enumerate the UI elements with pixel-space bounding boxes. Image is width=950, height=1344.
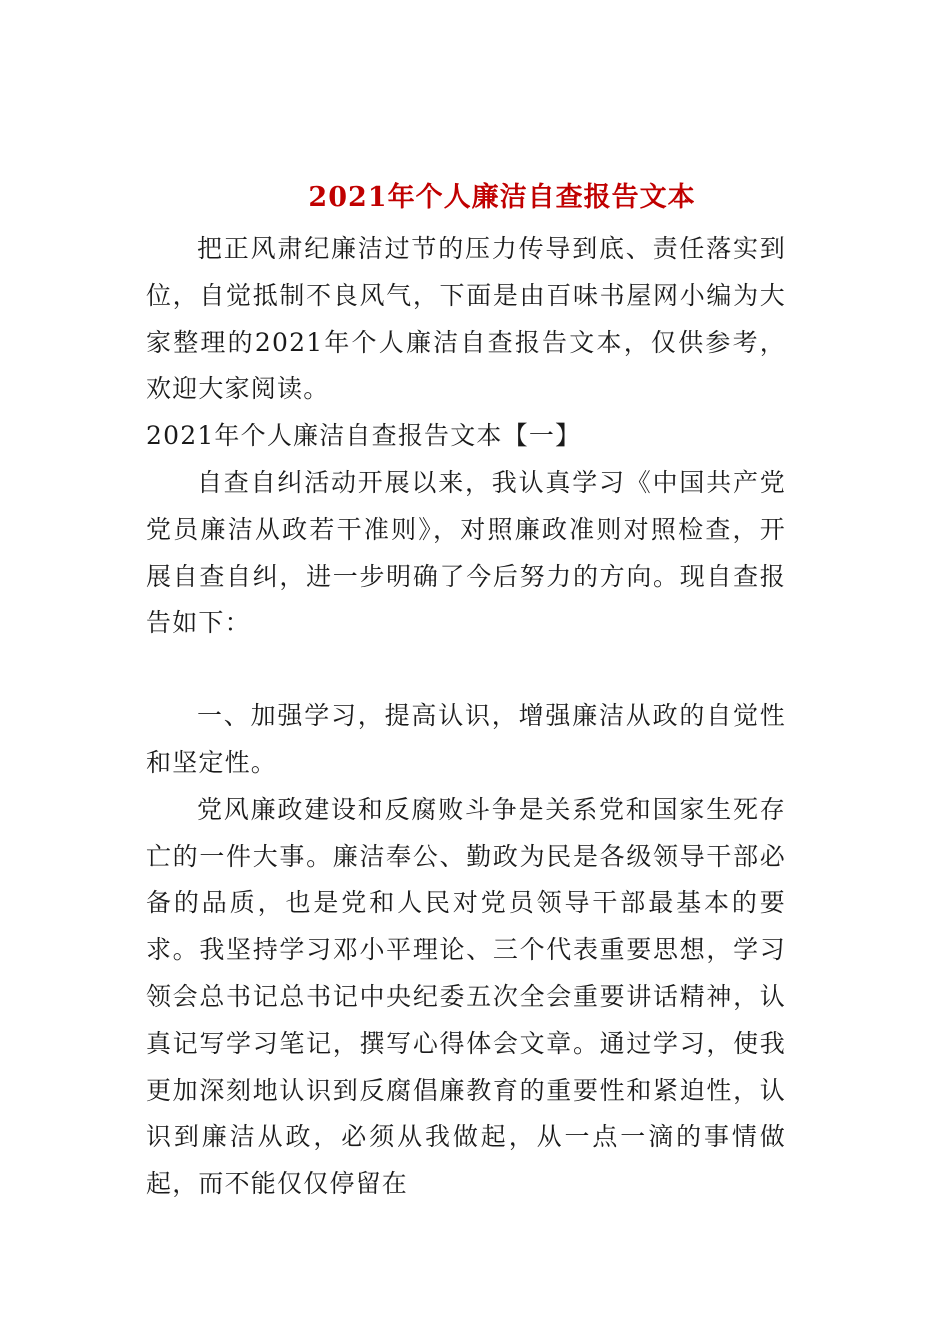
- intro-paragraph: 把正风肃纪廉洁过节的压力传导到底、责任落实到位，自觉抵制不良风气，下面是由百味书屋网小编为大家整理的2021年个人廉洁自查报告文本，仅供参考，欢迎大家阅读。: [146, 234, 786, 404]
- document-body: [146, 226, 786, 1208]
- section-heading: 2021年个人廉洁自查报告文本【一】: [146, 421, 582, 451]
- point-one-body-paragraph: 党风廉政建设和反腐败斗争是关系党和国家生死存亡的一件大事。廉洁奉公、勤政为民是各级领导干部必备的品质，也是党和人民对党员领导干部最基本的要求。我坚持学习邓小平理论、三个代表重要思想，学习领会总书记总书记中央纪委五次全会重要讲话精神，认真记写学习笔记，撰写心得体会文章。通过学习，使我更加深刻地认识到反腐倡廉教育的重要性和紧迫性，认识到廉洁从政，必须从我做起，从一点一滴的事情做起，而不能仅仅停留在: [146, 794, 786, 1199]
- point-one-heading: 一、加强学习，提高认识，增强廉洁从政的自觉性和坚定性。: [146, 701, 786, 777]
- section-intro-paragraph: 自查自纠活动开展以来，我认真学习《中国共产党党员廉洁从政若干准则》，对照廉政准则对照检查，开展自查自纠，进一步明确了今后努力的方向。现自查报告如下：: [146, 467, 786, 638]
- document-title: 2021年个人廉洁自查报告文本: [308, 182, 696, 213]
